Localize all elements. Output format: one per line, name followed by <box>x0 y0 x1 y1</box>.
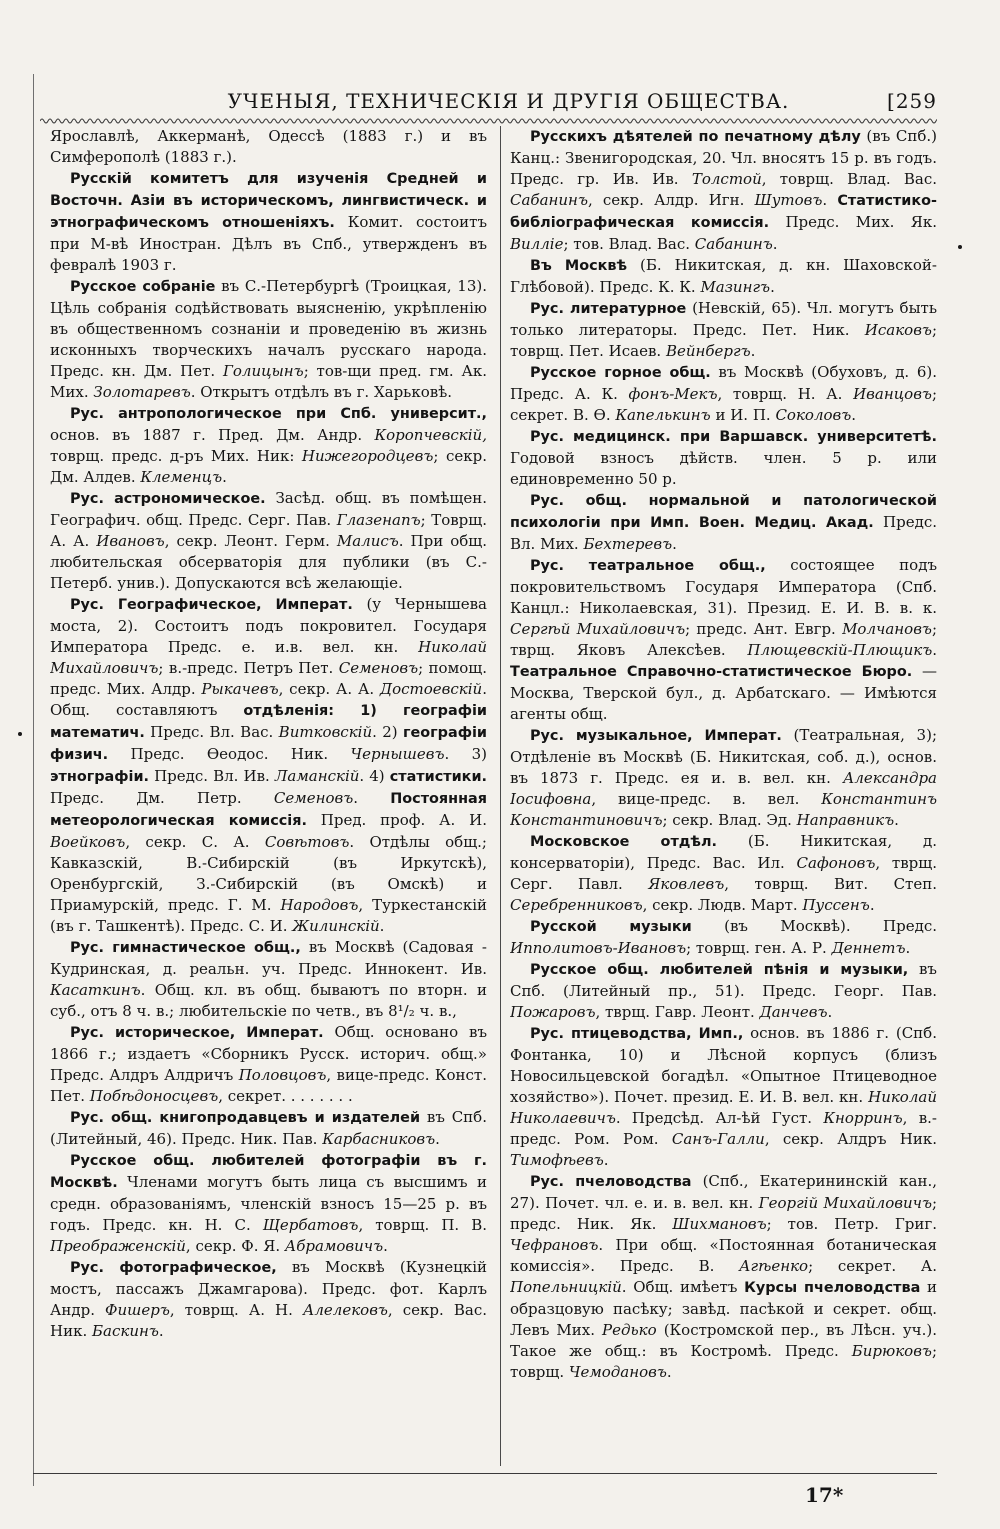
entry-text: Предс. Мих. Як. <box>769 213 937 231</box>
person-name: Соколовъ <box>775 406 852 424</box>
person-name: Капелькинъ <box>615 406 711 424</box>
person-name: Вейнбергъ <box>665 342 751 360</box>
entry-text: Предс. Вл. Мих. <box>510 513 937 553</box>
entry-text: . <box>666 1363 672 1381</box>
society-name: Рус. историческое, Императ. <box>70 1025 324 1041</box>
entry-text: (Б. Никитская, д. консерваторіи), Предс. Вас. Ил. <box>510 832 937 872</box>
entry-text: . <box>894 811 899 829</box>
person-name: Фишеръ <box>105 1301 170 1319</box>
entry-text: . 2) <box>372 723 403 741</box>
society-name: Рус. музыкальное, Императ. <box>530 728 782 744</box>
person-name: Пуссенъ <box>802 896 870 914</box>
entry-text: . <box>379 917 385 935</box>
person-name: Чернышевъ <box>350 745 445 763</box>
person-name: Сергѣй Михайловичъ <box>510 620 686 638</box>
entry-text: . <box>905 939 911 957</box>
person-name: Витковскій <box>278 723 373 741</box>
entry-text: , секр. Алдръ Ник. <box>764 1130 937 1148</box>
society-name: Рус. пчеловодства <box>530 1174 692 1190</box>
society-entry <box>50 168 487 276</box>
entry-text: Общ. основано въ 1866 г.; издаетъ «Сборникъ Русск. историч. общ.» Предс. Алдръ Алдричъ <box>50 1023 487 1084</box>
entry-text: , товрщ. П. В. <box>358 1216 487 1234</box>
entry-text: , секр. Алдр. Игн. <box>587 191 755 209</box>
person-name: Нижегородцевъ <box>301 447 434 465</box>
entry-text: ; Товрщ. А. А. <box>50 511 487 550</box>
footer-rule <box>33 1473 937 1474</box>
person-name: Совѣтовъ <box>264 833 350 851</box>
header-title: УЧЕНЫЯ, ТЕХНИЧЕСКІЯ И ДРУГІЯ ОБЩЕСТВА. <box>227 89 790 113</box>
margin-dot <box>18 732 22 736</box>
entry-text: . При общ. любительская обсерваторія для публики (въ С.-Петерб. унив.). Допускаются всѣ желающіе. <box>50 532 487 592</box>
society-entry <box>510 426 937 490</box>
person-name: Жилинскій <box>292 917 380 935</box>
society-entry <box>50 403 487 488</box>
entry-text: , секр. Людв. Март. <box>642 896 803 914</box>
society-entry <box>50 1150 487 1257</box>
entry-text: ; товрщ. ген. А. Р. <box>686 939 832 957</box>
entry-text: . Общ. составляютъ <box>50 680 487 719</box>
society-entry <box>50 276 487 403</box>
person-name: Достоевскій <box>379 680 483 698</box>
society-name: Рус. фотографическое, <box>70 1260 277 1276</box>
entry-text: ; в.-предс. Петръ Пет. <box>158 659 339 677</box>
entry-text: , вице-предс. Конст. Пет. <box>50 1066 487 1105</box>
society-name: отдѣленія: 1) географіи математич. <box>50 703 487 741</box>
person-name: Клеменцъ <box>140 468 223 486</box>
person-name: Рыкачевъ <box>201 680 279 698</box>
person-name: Исаковъ <box>864 321 932 339</box>
entry-text: . <box>222 468 227 486</box>
entry-text: . Открытъ отдѣлъ въ г. Харьковѣ. <box>190 383 453 401</box>
entry-text: Предс. Ѳеодос. Ник. <box>108 745 351 763</box>
person-name: Санъ-Галли <box>671 1130 765 1148</box>
entry-text: , тврщ. Серг. Павл. <box>510 854 937 893</box>
society-entry <box>510 1171 937 1383</box>
person-name: Николай Михайловичъ <box>50 638 487 677</box>
person-name: Золотаревъ <box>93 383 191 401</box>
society-name: Рус. Географическое, Императ. <box>70 597 353 613</box>
society-name: Театральное Справочно-статистическое Бюро. <box>510 664 913 680</box>
entry-text: , секр. Ф. Я. <box>185 1237 285 1255</box>
society-name: Въ Москвѣ <box>530 258 628 274</box>
entry-text: , секр. С. А. <box>125 833 265 851</box>
person-name: Направникъ <box>796 811 895 829</box>
entry-text: . <box>750 342 756 360</box>
entry-text: . <box>603 1151 609 1169</box>
entry-text: , тврщ. Гавр. Леонт. <box>595 1003 760 1021</box>
person-name: Семеновъ <box>273 789 354 807</box>
person-name: Половцовъ <box>238 1066 327 1084</box>
person-name: Агѣенко <box>739 1257 809 1275</box>
person-name: Малисъ <box>336 532 399 550</box>
entry-text: Ярославлѣ, Аккерманѣ, Одессѣ (1883 г.) и въ Симферополѣ (1883 г.). <box>50 127 487 166</box>
person-name: Константинъ Константиновичъ <box>510 790 937 829</box>
entry-text: ; предс. Ник. Як. <box>510 1194 937 1233</box>
entry-text: . 3) <box>444 745 487 763</box>
person-name: Тимофѣевъ <box>510 1151 604 1169</box>
entry-text: въ Спб. (Литейный пр., 51). Предс. Георг. Пав. <box>510 960 937 1000</box>
society-name: Рус. общ. книгопродавцевъ и издателей <box>70 1110 421 1126</box>
entry-text: , товрщ. Вит. Степ. <box>724 875 937 893</box>
person-name: Бехтеревъ <box>583 535 673 553</box>
society-entry <box>50 937 487 1022</box>
entry-text: товрщ. предс. д-ръ Мих. Ник: <box>50 447 302 465</box>
entry-text: (Невскій, 65). Чл. могутъ быть только литераторы. Предс. Пет. Ник. <box>510 299 937 339</box>
entry-text: въ Москвѣ (Кузнецкій мостъ, пассажъ Джамгарова). Предс. фот. Карлъ Андр. <box>50 1258 487 1319</box>
person-name: Редько <box>602 1321 657 1339</box>
margin-dot <box>958 245 962 249</box>
entry-text: . <box>158 1322 164 1340</box>
society-name: Рус. медицинск. при Варшавск. университетѣ. <box>530 429 937 445</box>
society-entry <box>50 1257 487 1342</box>
society-entry <box>510 490 937 555</box>
person-name: Деннетъ <box>831 939 906 957</box>
entry-text: , товрщ. Н. А. <box>717 385 854 403</box>
entry-text: (Театральная, 3); Отдѣленіе въ Москвѣ (Б. Никитская, соб. д.), основ. въ 1873 г. Предс. ея и. в. вел. кн. <box>510 726 937 787</box>
person-name: Чемодановъ <box>568 1363 667 1381</box>
society-name: Русскихъ дѣятелей по печатному дѣлу <box>530 129 861 145</box>
person-name: Иванцовъ <box>853 385 932 403</box>
society-name: Рус. антропологическое при Спб. университ., <box>70 406 487 422</box>
entry-text: ; секр. Дм. Алдев. <box>50 447 487 486</box>
entry-text: . <box>672 535 677 553</box>
entry-text: Годовой взносъ дѣйств. член. 5 р. или единовременно 50 р. <box>510 449 937 488</box>
entry-text: . <box>869 896 875 914</box>
society-entry <box>510 725 937 831</box>
person-name: Попельницкій <box>510 1278 622 1296</box>
entry-text: (у Чернышева моста, 2). Состоитъ подъ покровител. Государя Императора Предс. е. и.в. вел. кн. <box>50 595 487 656</box>
left-column <box>50 126 487 1464</box>
right-column <box>510 126 937 1464</box>
person-name: Касаткинъ <box>50 981 141 999</box>
person-name: Шихмановъ <box>672 1215 767 1233</box>
society-entry <box>510 298 937 362</box>
person-name: Шутовъ <box>754 191 823 209</box>
society-entry <box>50 594 487 937</box>
person-name: Молчановъ <box>842 620 932 638</box>
society-entry <box>510 555 937 725</box>
entry-text: , товрщ. Влад. Вас. <box>761 170 937 188</box>
society-name: Статистико-библіографическая комиссія. <box>510 193 937 231</box>
person-name: Карбасниковъ <box>322 1130 436 1148</box>
entry-text: , в.-предс. Ром. Ром. <box>510 1109 937 1148</box>
person-name: Кнорринъ <box>823 1109 903 1127</box>
society-name: Рус. литературное <box>530 301 687 317</box>
entry-text: . <box>353 789 391 807</box>
society-name: Постоянная метеорологическая комиссія. <box>50 791 487 829</box>
left-margin-line <box>33 74 34 1486</box>
running-header <box>40 86 937 116</box>
society-name: Московское отдѣл. <box>530 834 718 850</box>
person-name: Побѣдоносцевъ <box>89 1087 219 1105</box>
entry-text: ; секрет. А. <box>808 1257 937 1275</box>
person-name: Народовъ <box>280 896 359 914</box>
person-name: Сафоновъ <box>796 854 876 872</box>
entry-text: ; товрщ. <box>510 1342 937 1381</box>
person-name: Голицынъ <box>222 362 304 380</box>
entry-text: Предс. Вл. Ив. <box>149 767 275 785</box>
entry-text: Предс. Вл. Вас. <box>144 723 279 741</box>
entry-text: ; тов. Петр. Григ. <box>766 1215 937 1233</box>
entry-text: . Предсѣд. Ал-ѣй Густ. <box>615 1109 824 1127</box>
person-name: Николай Николаевичъ <box>510 1088 937 1127</box>
person-name: Серебренниковъ <box>510 896 643 914</box>
person-name: Щербатовъ <box>262 1216 359 1234</box>
person-name: Ламанскій <box>274 767 360 785</box>
entry-text: ; помощ. предс. Мих. Алдр. <box>50 659 487 698</box>
society-entry <box>50 126 487 168</box>
entry-text: . <box>772 235 778 253</box>
person-name: Ивановъ <box>96 532 165 550</box>
entry-text: , вице-предс. в. вел. <box>591 790 822 808</box>
society-name: Русскій комитетъ для изученія Средней и Восточн. Азіи въ историческомъ, лингвистическ. и этнографическомъ отношеніяхъ. <box>50 171 487 231</box>
society-name: статистики. <box>389 769 487 785</box>
page-number: [259 <box>887 89 937 113</box>
society-name: Рус. птицеводства, Имп., <box>530 1026 744 1042</box>
person-name: Сабанинъ <box>510 191 588 209</box>
entry-text: въ С.-Петербургѣ (Троицкая, 13). Цѣль собранія содѣйствовать выясненію, укрѣпленію въ общественномъ сознаніи и проведенію въ жизнь исконныхъ творческихъ началъ русскаго народа. Предс. кн. Дм. Пет. <box>50 277 487 380</box>
entry-text: , секр. Вас. Ник. <box>50 1301 487 1340</box>
entry-text: Комит. состоитъ при М-вѣ Иностран. Дѣлъ въ Спб., утвержденъ въ февралѣ 1903 г. <box>50 213 487 274</box>
person-name: Виллie <box>510 235 564 253</box>
society-entry <box>50 488 487 594</box>
person-name: Плющевскій-Плющикъ <box>747 641 933 659</box>
entry-text: (въ Спб.) Канц.: Звенигородская, 20. Чл. вносятъ 15 р. въ годъ. Предс. гр. Ив. Ив. <box>510 127 937 188</box>
entry-text: . 4) <box>359 767 390 785</box>
person-name: Абрамовичъ <box>284 1237 384 1255</box>
entry-text: ; секрет. В. Ѳ. <box>510 385 937 424</box>
entry-text: ; секр. Влад. Эд. <box>662 811 797 829</box>
person-name: Чефрановъ <box>510 1236 599 1254</box>
society-name: Рус. гимнастическое общ., <box>70 940 301 956</box>
person-name: Георгій Михайловичъ <box>758 1194 932 1212</box>
header-ornament-rule <box>40 116 937 126</box>
entry-text: . <box>932 641 937 659</box>
entry-text: . <box>851 406 857 424</box>
entry-text: (Костромской пер., въ Лѣсн. уч.). Такое же общ.: въ Костромѣ. Предс. <box>510 1321 937 1360</box>
entry-text: . <box>822 191 838 209</box>
person-name: фонъ-Мекъ <box>628 385 718 403</box>
entry-text: , Туркестанскій (въ г. Ташкентѣ). Предс. С. И. <box>50 896 487 935</box>
person-name: Пожаровъ <box>510 1003 596 1021</box>
entry-text: — Москва, Тверской бул., д. Арбатскаго. — Имѣются агенты общ. <box>510 662 937 723</box>
entry-text: состоящее подъ покровительствомъ Государя Императора (Спб. Канцл.: Николаевская, 31). Презид. Е. И. В. в. к. <box>510 556 937 617</box>
footer-signature: 17* <box>805 1483 844 1507</box>
entry-text: въ Москвѣ (Обуховъ, д. 6). Предс. А. К. <box>510 363 937 403</box>
person-name: Алелековъ <box>302 1301 388 1319</box>
entry-text: . <box>827 1003 833 1021</box>
society-entry <box>510 959 937 1023</box>
entry-text: . При общ. «Постоянная ботаническая комиссія». Предс. В. <box>510 1236 937 1275</box>
entry-text: ; товрщ. Пет. Исаев. <box>510 321 937 360</box>
entry-text: . Общ. имѣетъ <box>621 1278 745 1296</box>
entry-text: . <box>435 1130 440 1148</box>
entry-text: . Общ. кл. въ общ. бываютъ по вторн. и суб., отъ 8 ч. в.; любительскіе по четв., въ 8¹/₂ ч. в., <box>50 981 487 1020</box>
society-name: географіи физич. <box>50 725 487 763</box>
entry-text: въ Москвѣ (Садовая - Кудринская, д. реальн. уч. Предс. Иннокент. Ив. <box>50 938 487 978</box>
society-entry <box>50 1107 487 1150</box>
society-entry <box>50 1022 487 1107</box>
society-name: Рус. астрономическое. <box>70 491 266 507</box>
society-entry <box>510 1023 937 1171</box>
society-name: Курсы пчеловодства <box>744 1280 921 1296</box>
person-name: Александра Іосифовна <box>510 769 937 808</box>
society-entry <box>510 126 937 255</box>
person-name: Толстой <box>691 170 762 188</box>
entry-text: (Б. Никитская, д. кн. Шаховской-Глѣбовой). Предс. К. К. <box>510 256 937 296</box>
person-name: Мазингъ <box>700 278 771 296</box>
entry-text: основ. въ 1886 г. (Спб. Фонтанка, 10) и Лѣсной корпусъ (близъ Новосильцевской богадѣл. «Опытное Птицеводное хозяйство»). Почет. презид. Е. И. В. вел. кн. <box>510 1024 937 1106</box>
person-name: Яковлевъ <box>648 875 725 893</box>
entry-text: ; тврщ. Яковъ Алексѣев. <box>510 620 937 659</box>
entry-text: , секр. Леонт. Герм. <box>164 532 337 550</box>
person-name: Данчевъ <box>759 1003 828 1021</box>
society-name: Русское общ. любителей пѣнія и музыки, <box>530 962 909 978</box>
society-name: Русской музыки <box>530 919 692 935</box>
society-entry <box>510 916 937 959</box>
person-name: Сабанинъ <box>694 235 773 253</box>
entry-text: . <box>770 278 775 296</box>
entry-text: . Отдѣлы общ.; Кавказскій, В.-Сибирскій (въ Иркутскѣ), Оренбургскій, З.-Сибирскій (въ Омскѣ) и Приамурскій, предс. Г. М. <box>50 833 487 914</box>
entry-text: Членами могутъ быть лица съ высшимъ и средн. образованіямъ, членскій взносъ 15—25 р. въ годъ. Предс. кн. Н. С. <box>50 1173 487 1234</box>
person-name: Глазенапъ <box>336 511 421 529</box>
society-name: Русское общ. любителей фотографіи въ г. Москвѣ. <box>50 1153 487 1191</box>
person-name: Ипполитовъ-Ивановъ <box>510 939 687 957</box>
person-name: Баскинъ <box>92 1322 159 1340</box>
person-name: Бирюковъ <box>851 1342 932 1360</box>
column-divider <box>500 126 501 1466</box>
entry-text: Предс. Дм. Петр. <box>50 789 274 807</box>
society-name: этнографіи. <box>50 769 149 785</box>
entry-text: ; тов-щи пред. гм. Ак. Мих. <box>50 362 487 401</box>
entry-text: , секр. А. А. <box>278 680 380 698</box>
entry-text: . <box>383 1237 388 1255</box>
society-entry <box>510 831 937 916</box>
entry-text: , товрщ. А. Н. <box>169 1301 303 1319</box>
society-name: Рус. общ. нормальной и патологической психологіи при Имп. Воен. Медиц. Акад. <box>510 493 937 531</box>
society-name: Русское собраніе <box>70 279 216 295</box>
society-entry <box>510 255 937 298</box>
entry-text: ; предс. Ант. Евгр. <box>685 620 843 638</box>
entry-text: (Спб., Екатерининскій кан., 27). Почет. чл. е. и. в. вел. кн. <box>510 1172 937 1212</box>
person-name: Преображенскій <box>50 1237 186 1255</box>
society-name: Русское горное общ. <box>530 365 711 381</box>
entry-text: Пред. проф. А. И. <box>306 811 487 829</box>
person-name: Семеновъ <box>338 659 419 677</box>
society-entry <box>510 362 937 426</box>
entry-text: и образцовую пасѣку; завѣд. пасѣкой и секрет. общ. Левъ Мих. <box>510 1278 937 1339</box>
person-name: Воейковъ <box>50 833 126 851</box>
society-name: Рус. театральное общ., <box>530 558 766 574</box>
entry-text: (въ Москвѣ). Предс. <box>691 917 937 935</box>
entry-text: , секрет. . . . . . . . <box>218 1087 353 1105</box>
entry-text: основ. въ 1887 г. Пред. Дм. Андр. <box>50 426 375 444</box>
person-name: Коропчевскій, <box>374 426 487 444</box>
entry-text: въ Спб. (Литейный, 46). Предс. Ник. Пав. <box>50 1108 487 1148</box>
entry-text: и И. П. <box>710 406 776 424</box>
entry-text: ; тов. Влад. Вас. <box>563 235 695 253</box>
entry-text: Засѣд. общ. въ помѣщен. Географич. общ. Предс. Серг. Пав. <box>50 489 487 529</box>
